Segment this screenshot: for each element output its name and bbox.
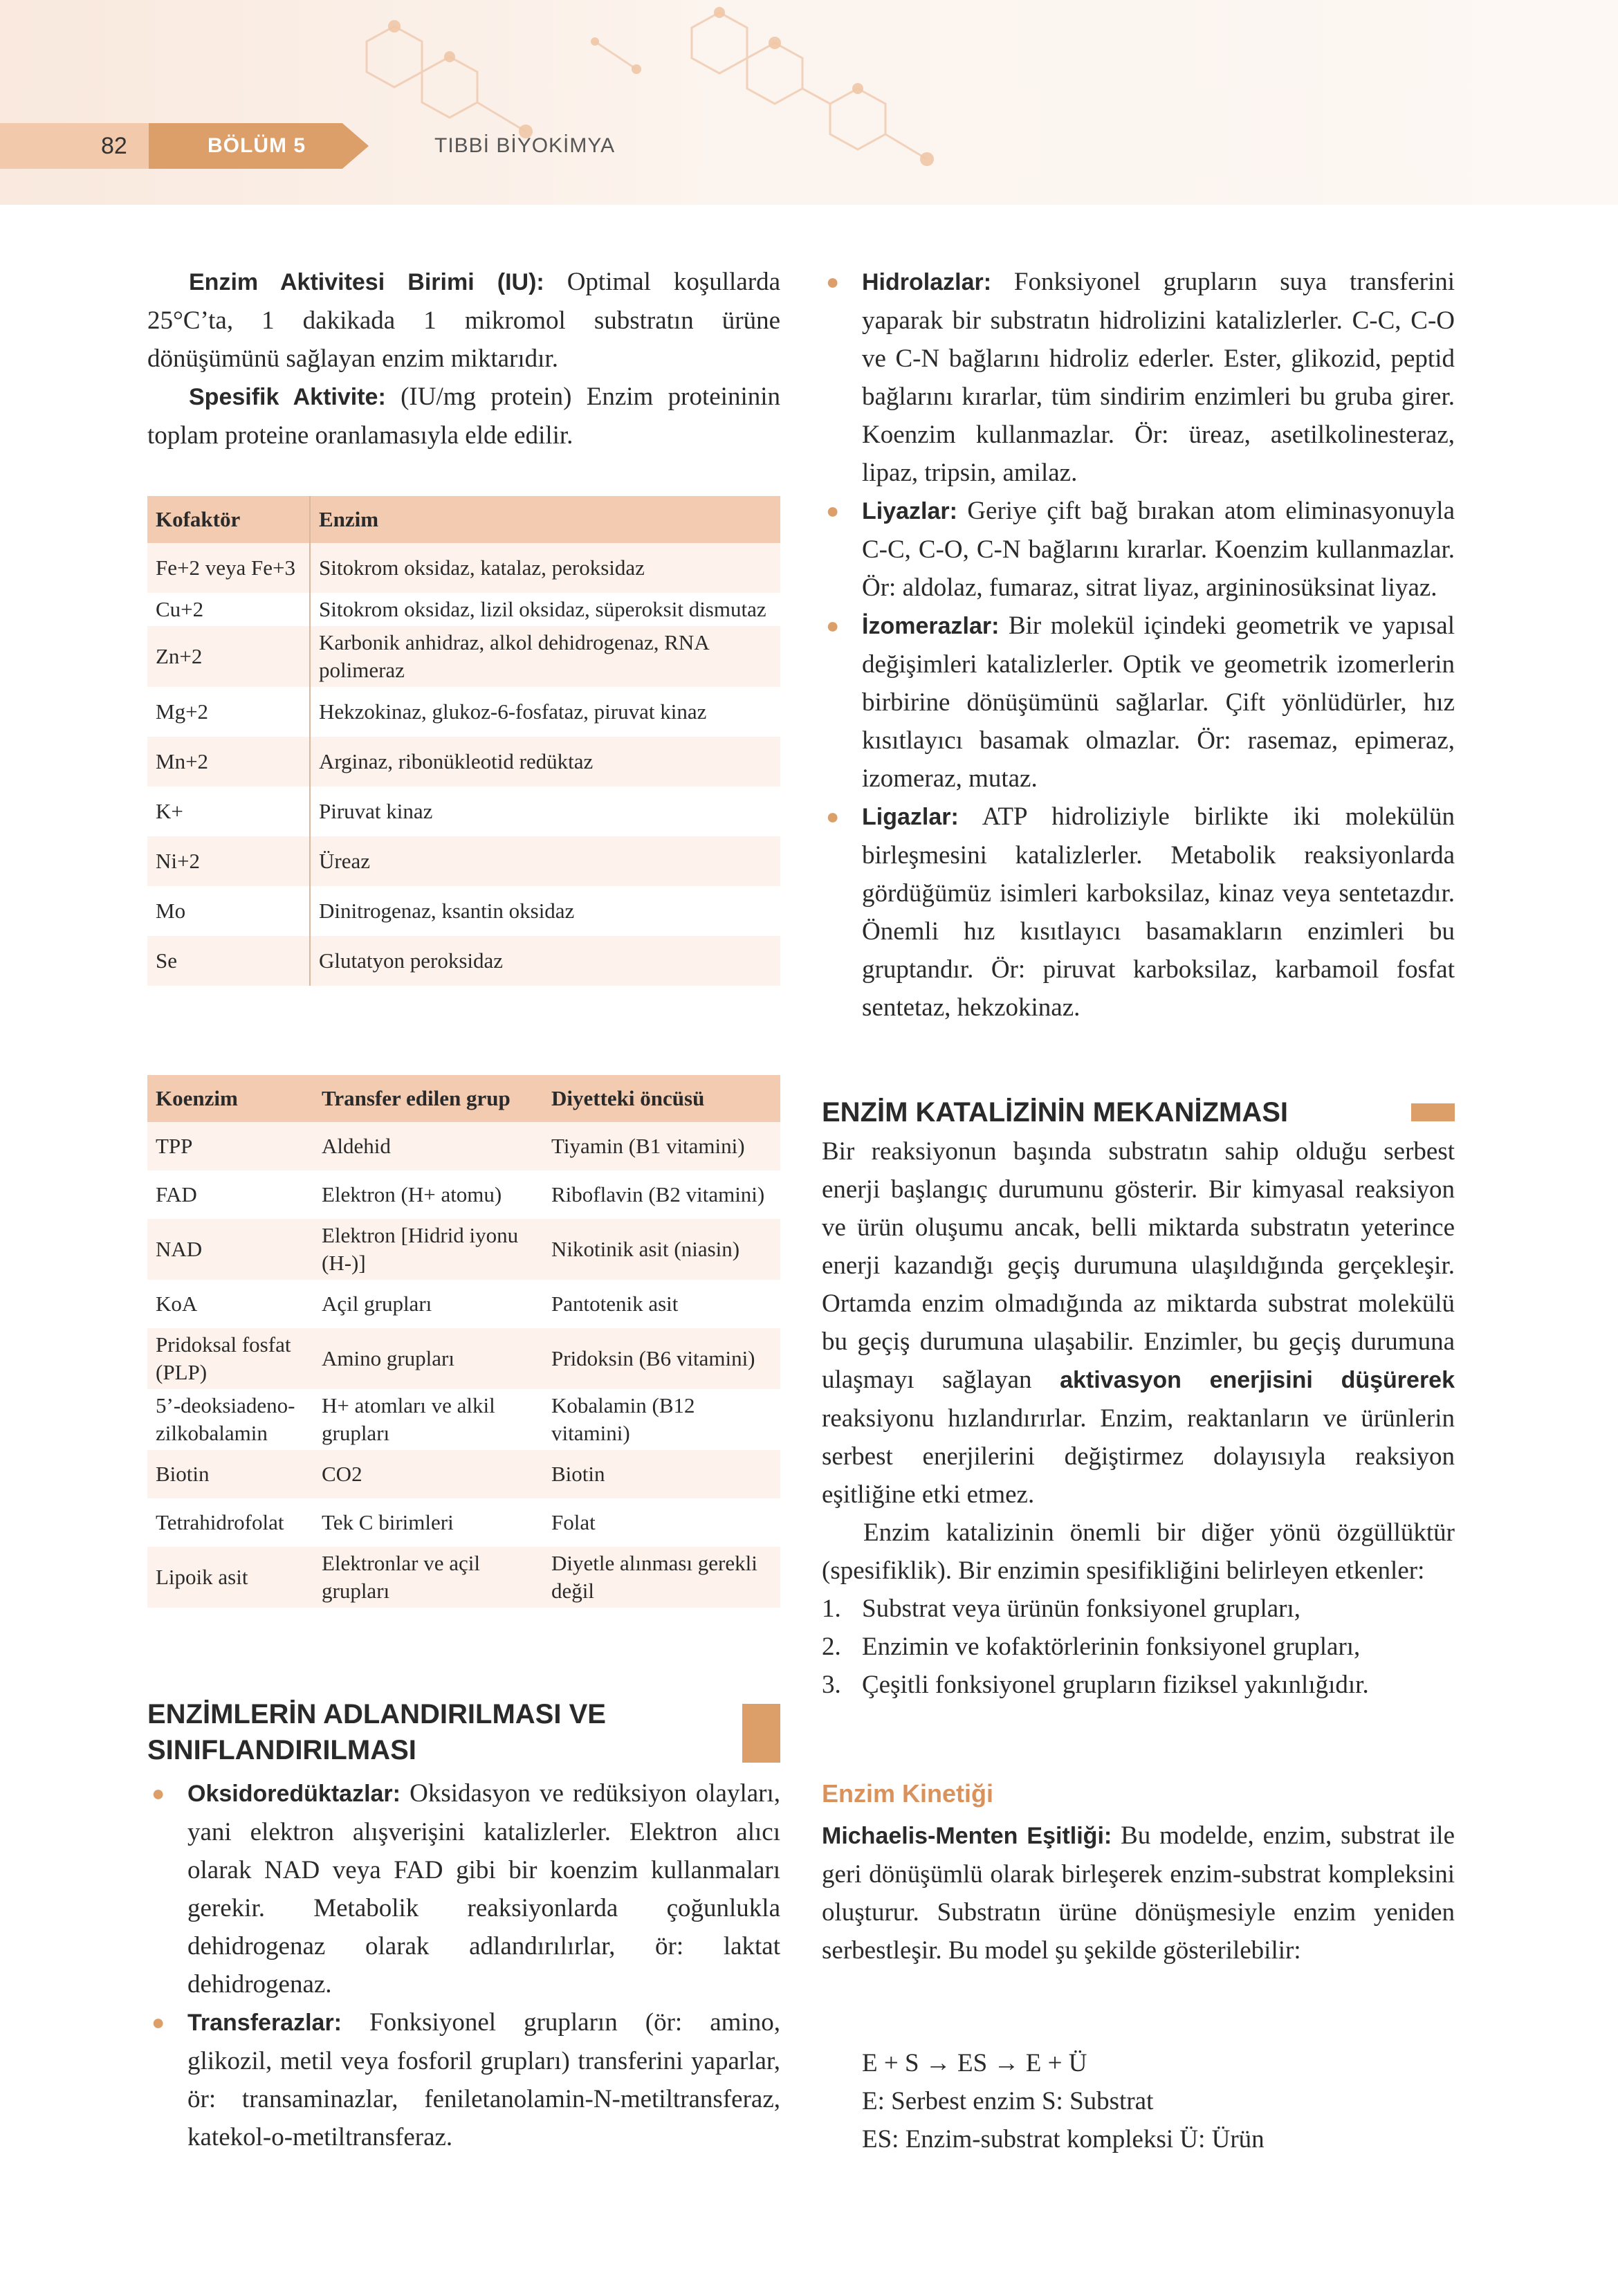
precursor-cell: Pantotenik asit [551,1292,679,1316]
item-label: İzomerazlar: [862,613,1000,639]
page-header [0,0,1618,205]
table-row [147,1280,780,1328]
table-row [147,1450,780,1498]
precursor-cell: Biotin [543,1450,780,1498]
chapter-label: BÖLÜM 5 [208,134,306,157]
naming-section-title: ENZİMLERİN ADLANDIRILMASI VE SINIFLANDIRILMASI [147,1699,606,1765]
bullet-icon: ● [826,804,840,829]
table-row [147,936,780,986]
table-row [147,1389,780,1450]
list-item [822,1628,1455,1666]
mechanism-block [822,1132,1455,1704]
item-text: Fonksiyonel grupların (ör: amino, glikozil, metil veya fosforil grupları) transferini yaparlar, ör: transaminazlar, feniletanolamin-N-metiltransferaz, katekol-o-metiltransferaz. [187,2008,780,2151]
group-cell: Elektronlar ve açil grupları [313,1547,543,1608]
item-label: Oksidoredüktazlar: [187,1781,401,1807]
cofactor-cell: Se [147,936,310,986]
column-header: Diyetteki öncüsü [543,1075,780,1122]
list-item [822,1590,1455,1628]
table-header-row [147,496,780,543]
iu-definition [147,263,780,378]
mechanism-bold: aktivasyon enerjisini düşürerek [1060,1367,1455,1393]
item-label: Liyazlar: [862,498,957,524]
bullet-icon: ● [826,498,840,523]
section-marker [742,1704,780,1763]
michaelis-menten-text: Bu modelde, enzim, substrat ile geri dönüşümlü olarak birleşerek enzim-substrat kompleksini oluşturur. Substratın ürüne dönüşmesiyle enzim yeniden serbestleşir. Bu model şu şekilde gösterilebilir: [822,1821,1455,1965]
table-row [147,737,780,787]
cofactor-cell: Mg+2 [147,687,310,737]
list-item [822,1666,1455,1704]
reaction-equation: E + S → ES → E + Ü [862,2049,1087,2077]
specific-activity-definition [147,378,780,454]
enzyme-class-list [822,263,1455,1027]
item-text: Substrat veya ürünün fonksiyonel grupları, [862,1595,1301,1623]
item-number: 2. [822,1633,841,1661]
bullet-icon: ● [826,613,840,638]
list-item [822,492,1455,607]
specificity-factors [822,1590,1455,1704]
list-item [147,2003,780,2156]
iu-text: Optimal koşullarda 25°C’ta, 1 dakikada 1 mikromol substratın ürüne dönüşümünü sağlayan enzim miktarıdır. [147,268,781,373]
table-row [147,1219,780,1280]
item-text: Bir molekül içindeki geometrik ve yapısal değişimleri katalizlerler. Optik ve geometrik izomerlerin birbirine dönüşümünü sağlarlar. Çift yönlüdürler, hız kısıtlayıcı basamak olmazlar. Ör: rasemaz, epimeraz, izomeraz, mutaz. [862,612,1455,793]
section-marker [1411,1103,1455,1121]
bullet-icon: ● [151,1781,165,1806]
group-cell: Elektron [Hidrid iyonu (H-)] [313,1219,543,1280]
kinetics-title: Enzim Kinetiği [822,1779,994,1808]
coenzyme-cell: TPP [147,1122,313,1170]
list-item [822,798,1455,1027]
iu-label: Enzim Aktivitesi Birimi (IU): [189,269,544,295]
cofactor-cell: Ni+2 [147,836,310,886]
coenzyme-cell: KoA [156,1292,198,1316]
mechanism-text-b: reaksiyonu hızlandırırlar. Enzim, reaktanların ve ürünlerin serbest enerjilerini değiştirmez dolayısıyla reaksiyon eşitliğine etki etmez. [822,1404,1455,1509]
precursor-cell: Diyetle alınması gerekli değil [543,1547,780,1608]
equation-legend-2: ES: Enzim-substrat kompleksi Ü: Ürün [862,2125,1265,2153]
enzyme-cell: Arginaz, ribonükleotid redüktaz [310,737,780,787]
coenzyme-cell: FAD [156,1182,197,1206]
item-number: 1. [822,1595,841,1623]
enzyme-cell: Sitokrom oksidaz, lizil oksidaz, süperoksit dismutaz [319,597,766,621]
group-cell: Amino grupları [313,1328,543,1389]
column-header: Koenzim [147,1075,313,1122]
mechanism-paragraph [822,1132,1455,1514]
item-text: Oksidasyon ve redüksiyon olayları, yani elektron alışverişini katalizlerler. Elektron alıcı olarak NAD veya FAD gibi bir koenzim kullanmaları gerekir. Metabolik reaksiyonlarda çoğunlukla dehidrogenaz olarak adlandırılırlar, ör: laktat dehidrogenaz. [187,1779,780,1999]
precursor-cell: Pridoksin (B6 vitamini) [543,1328,780,1389]
coenzyme-cell: 5’-deoksiadeno-zilkobalamin [156,1393,295,1445]
item-text: ATP hidroliziyle birlikte iki molekülün birleşmesini katalizlerler. Metabolik reaksiyonlarda gördüğümüz isimleri karboksilaz, kinaz veya sentetazdır. Önemli hız kısıtlayıcı basamakların enzimleri bu gruptandır. Ör: piruvat karboksilaz, karbamoil fosfat sentetaz, hekzokinaz. [862,802,1455,1022]
cofactor-table [147,496,780,986]
michaelis-menten-paragraph [822,1817,1455,1969]
table-row [147,1170,780,1219]
precursor-cell: Tiyamin (B1 vitamini) [543,1122,780,1170]
table-row [147,593,780,626]
coenzyme-cell: Lipoik asit [147,1547,313,1608]
table-row [147,836,780,886]
enzyme-cell: Karbonik anhidraz, alkol dehidrogenaz, RNA polimeraz [310,626,780,687]
molecule-decoration-icon [304,0,1024,205]
enzyme-cell: Üreaz [310,836,780,886]
column-header: Kofaktör [147,496,310,543]
column-header: Enzim [310,496,780,543]
specificity-paragraph: Enzim katalizinin önemli bir diğer yönü özgüllüktür (spesifiklik). Bir enzimin spesifikliğini belirleyen etkenler: [822,1518,1455,1585]
cofactor-cell: Mo [147,886,310,936]
precursor-cell: Nikotinik asit (niasin) [543,1219,780,1280]
item-text: Çeşitli fonksiyonel grupların fiziksel yakınlığıdır. [862,1671,1369,1699]
list-item [147,1774,780,2003]
item-number: 3. [822,1671,841,1699]
book-title: TIBBİ BİYOKİMYA [434,134,616,157]
specific-activity-text: (IU/mg protein) Enzim proteininin toplam proteine oranlamasıyla elde edilir. [147,383,781,450]
mechanism-text-a: Bir reaksiyonun başında substratın sahip olduğu serbest enerji başlangıç durumunu gösterir. Bir kimyasal reaksiyon ve ürün oluşumu ancak, belli miktarda substratın yeterince enerji kazandığı geçiş durumuna ulaşıldığında gerçekleşir. Ortamda enzim olmadığında az miktarda substrat molekülü bu geçiş durumuna ulaşabilir. Enzimler, bu geçiş durumuna ulaşmayı sağlayan [822,1137,1455,1394]
mechanism-section-title: ENZİM KATALİZİNİN MEKANİZMASI [822,1097,1289,1128]
group-cell: H+ atomları ve alkil grupları [322,1393,495,1445]
table-row [147,543,780,593]
group-cell: Elektron (H+ atomu) [322,1182,502,1206]
precursor-cell: Riboflavin (B2 vitamini) [551,1182,765,1206]
cofactor-cell: Mn+2 [147,737,310,787]
cofactor-cell: Fe+2 veya Fe+3 [147,543,310,593]
table-row [147,886,780,936]
equation-block [862,2044,1450,2158]
enzyme-cell: Dinitrogenaz, ksantin oksidaz [319,899,575,923]
intro-block [147,263,780,454]
coenzyme-cell: NAD [147,1219,313,1280]
enzyme-cell: Piruvat kinaz [319,799,433,823]
table-row [147,626,780,687]
item-text: Geriye çift bağ bırakan atom eliminasyonuyla C-C, C-O, C-N bağlarını kırarlar. Koenzim kullanmazlar. Ör: aldolaz, fumaraz, sitrat liyaz, argininosüksinat liyaz. [862,497,1455,602]
table-row [147,787,780,836]
table-row [147,1498,780,1547]
michaelis-menten-label: Michaelis-Menten Eşitliği: [822,1823,1112,1849]
cofactor-cell: Zn+2 [147,626,310,687]
list-item [822,263,1455,492]
item-label: Transferazlar: [187,2010,342,2036]
table-row [147,1328,780,1389]
group-cell: CO2 [313,1450,543,1498]
item-text: Fonksiyonel grupların suya transferini yaparak bir substratın hidrolizini katalizlerler. C-C, C-O ve C-N bağlarını hidroliz ederler. Ester, glikozid, peptid bağlarını kırarlar, tüm sindirim enzimleri bu gruba girer. Koenzim kullanmazlar. Ör: üreaz, asetilkolinesteraz, lipaz, tripsin, amilaz. [862,268,1455,487]
cofactor-cell: Cu+2 [147,593,310,626]
coenzyme-cell: Biotin [147,1450,313,1498]
group-cell: Açil grupları [322,1292,432,1316]
group-cell: Aldehid [313,1122,543,1170]
precursor-cell: Folat [551,1510,596,1534]
coenzyme-table [147,1075,780,1608]
page-number: 82 [101,133,127,159]
coenzyme-cell: Pridoksal fosfat (PLP) [147,1328,313,1389]
enzyme-cell: Sitokrom oksidaz, katalaz, peroksidaz [310,543,780,593]
table-header-row [147,1075,780,1122]
enzyme-cell: Glutatyon peroksidaz [310,936,780,986]
kinetics-block [822,1817,1455,1969]
bullet-icon: ● [151,2010,165,2035]
column-header: Transfer edilen grup [313,1075,543,1122]
list-item [822,607,1455,798]
coenzyme-cell: Tetrahidrofolat [156,1510,284,1534]
enzyme-cell: Hekzokinaz, glukoz-6-fosfataz, piruvat kinaz [319,699,707,724]
item-text: Enzimin ve kofaktörlerinin fonksiyonel grupları, [862,1633,1361,1661]
group-cell: Tek C birimleri [322,1510,454,1534]
bullet-icon: ● [826,269,840,294]
naming-list [147,1774,780,2156]
cofactor-cell: K+ [147,787,310,836]
table-row [147,687,780,737]
specific-activity-label: Spesifik Aktivite: [189,384,386,410]
equation-legend-1: E: Serbest enzim S: Substrat [862,2087,1154,2115]
item-label: Hidrolazlar: [862,269,992,295]
item-label: Ligazlar: [862,804,959,830]
table-row [147,1547,780,1608]
precursor-cell: Kobalamin (B12 vitamini) [551,1393,695,1445]
table-row [147,1122,780,1170]
